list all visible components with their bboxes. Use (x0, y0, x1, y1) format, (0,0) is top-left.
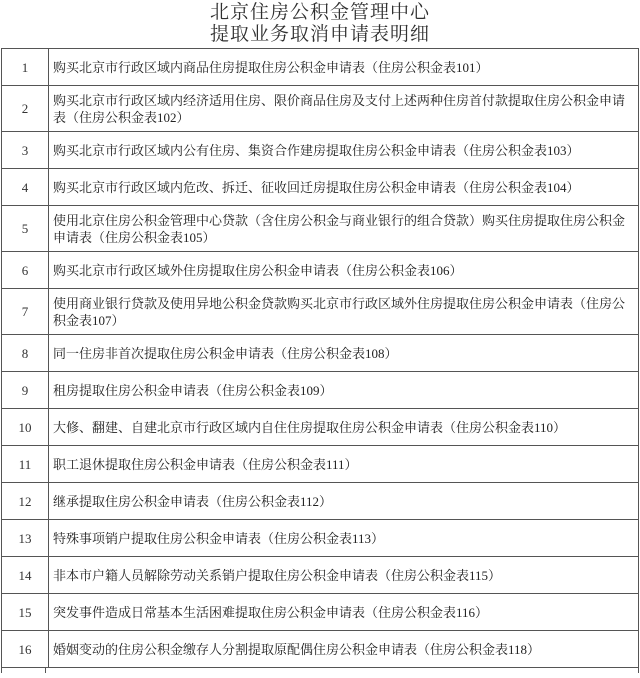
form-name: 职工退休提取住房公积金申请表（住房公积金表111） (49, 446, 639, 483)
form-name: 购买北京市行政区域内商品住房提取住房公积金申请表（住房公积金表101） (49, 49, 639, 86)
forms-table (1, 48, 639, 668)
row-number: 8 (2, 335, 49, 372)
table-row (2, 446, 639, 483)
table-row (2, 372, 639, 409)
table-row (2, 483, 639, 520)
table-row (2, 557, 639, 594)
row-number: 7 (2, 289, 49, 335)
table-row (2, 49, 639, 86)
row-number: 12 (2, 483, 49, 520)
row-number: 2 (2, 86, 49, 132)
form-name: 购买北京市行政区域内公有住房、集资合作建房提取住房公积金申请表（住房公积金表103） (49, 132, 639, 169)
table-row (2, 594, 639, 631)
row-number: 14 (2, 557, 49, 594)
form-name: 租房提取住房公积金申请表（住房公积金表109） (49, 372, 639, 409)
table-left-border-stub (1, 668, 2, 673)
title-line-1: 北京住房公积金管理中心 (209, 2, 430, 23)
table-row (2, 206, 639, 252)
table-row (2, 289, 639, 335)
form-name: 继承提取住房公积金申请表（住房公积金表112） (49, 483, 639, 520)
row-number: 15 (2, 594, 49, 631)
table-right-border-stub (638, 668, 639, 673)
table-divider-border-stub (45, 668, 46, 673)
table-row (2, 409, 639, 446)
form-name: 大修、翻建、自建北京市行政区域内自住住房提取住房公积金申请表（住房公积金表110） (49, 409, 639, 446)
document-title (0, 0, 640, 48)
table-row (2, 335, 639, 372)
form-name: 同一住房非首次提取住房公积金申请表（住房公积金表108） (49, 335, 639, 372)
form-name: 突发事件造成日常基本生活困难提取住房公积金申请表（住房公积金表116） (49, 594, 639, 631)
form-name: 使用商业银行贷款及使用异地公积金贷款购买北京市行政区域外住房提取住房公积金申请表（住房公积金表107） (49, 289, 639, 335)
form-name: 特殊事项销户提取住房公积金申请表（住房公积金表113） (49, 520, 639, 557)
row-number: 13 (2, 520, 49, 557)
row-number: 10 (2, 409, 49, 446)
table-row (2, 520, 639, 557)
form-name: 婚姻变动的住房公积金缴存人分割提取原配偶住房公积金申请表（住房公积金表118） (49, 631, 639, 668)
row-number: 11 (2, 446, 49, 483)
table-row (2, 169, 639, 206)
row-number: 16 (2, 631, 49, 668)
row-number: 6 (2, 252, 49, 289)
form-name: 非本市户籍人员解除劳动关系销户提取住房公积金申请表（住房公积金表115） (49, 557, 639, 594)
form-name: 购买北京市行政区域内经济适用住房、限价商品住房及支付上述两种住房首付款提取住房公积金申请表（住房公积金表102） (49, 86, 639, 132)
row-number: 5 (2, 206, 49, 252)
cropped-next-row-border-stubs (1, 668, 639, 673)
row-number: 9 (2, 372, 49, 409)
row-number: 4 (2, 169, 49, 206)
table-row (2, 132, 639, 169)
row-number: 1 (2, 49, 49, 86)
table-row (2, 252, 639, 289)
form-name: 购买北京市行政区域内危改、拆迁、征收回迁房提取住房公积金申请表（住房公积金表104） (49, 169, 639, 206)
form-name: 使用北京住房公积金管理中心贷款（含住房公积金与商业银行的组合贷款）购买住房提取住房公积金申请表（住房公积金表105） (49, 206, 639, 252)
table-row (2, 86, 639, 132)
title-line-2: 提取业务取消申请表明细 (209, 24, 430, 45)
row-number: 3 (2, 132, 49, 169)
form-name: 购买北京市行政区域外住房提取住房公积金申请表（住房公积金表106） (49, 252, 639, 289)
table-row (2, 631, 639, 668)
